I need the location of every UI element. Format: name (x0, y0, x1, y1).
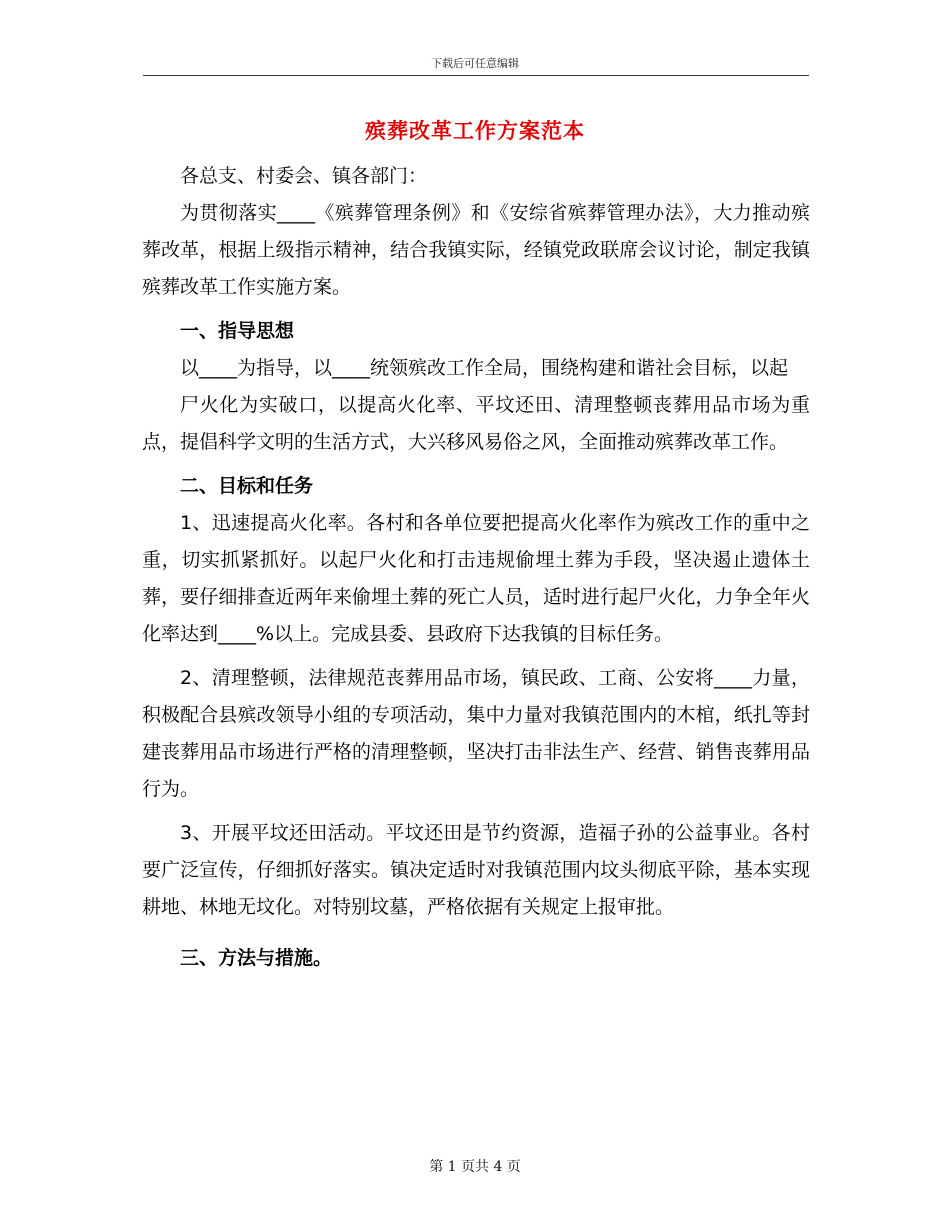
section-heading-2: 二、目标和任务 (180, 475, 314, 497)
intro-paragraph: 为贯彻落实____《殡葬管理条例》和《安综省殡葬管理办法》，大力推动殡葬改革，根据上级指示精神，结合我镇实际，经镇党政联席会议讨论，制定我镇殡葬改革工作实施方案。 (142, 202, 810, 298)
section-heading-1: 一、指导思想 (180, 320, 295, 342)
page-footer: 第 1 页共 4 页 (429, 1159, 521, 1175)
section2-item-1: 1、迅速提高火化率。各村和各单位要把提高火化率作为殡改工作的重中之重，切实抓紧抓好。以起尸火化和打击违规偷埋土葬为手段，坚决遏止遗体土葬，要仔细排查近两年来偷埋土葬的死亡人员，适时进行起尸火化，力争全年火化率达到____%以上。完成县委、县政府下达我镇的目标任务。 (142, 512, 810, 645)
section2-item-2: 2、清理整顿，法律规范丧葬用品市场，镇民政、工商、公安将____力量，积极配合县殡改领导小组的专项活动，集中力量对我镇范围内的木棺，纸扎等封建丧葬用品市场进行严格的清理整顿，坚决打击非法生产、经营、销售丧葬用品行为。 (142, 667, 810, 800)
section1-paragraph-1: 以____为指导，以____统领殡改工作全局，围绕构建和谐社会目标，以起 (180, 357, 789, 379)
page-header: 下载后可任意编辑 (431, 57, 519, 70)
section-heading-3: 三、方法与措施。 (180, 947, 333, 969)
salutation: 各总支、村委会、镇各部门： (180, 165, 428, 187)
section2-item-3: 3、开展平坟还田活动。平坟还田是节约资源，造福子孙的公益事业。各村要广泛宣传，仔细抓好落实。镇决定适时对我镇范围内坟头彻底平除，基本实现耕地、林地无坟化。对特别坟墓，严格依据有关规定上报审批。 (142, 822, 810, 918)
document-body (142, 158, 810, 977)
section1-paragraph-2: 尸火化为实破口，以提高火化率、平坟还田、清理整顿丧葬用品市场为重点，提倡科学文明的生活方式，大兴移风易俗之风，全面推动殡葬改革工作。 (142, 394, 810, 453)
header-rule (143, 75, 809, 76)
document-title: 殡葬改革工作方案范本 (365, 119, 585, 143)
